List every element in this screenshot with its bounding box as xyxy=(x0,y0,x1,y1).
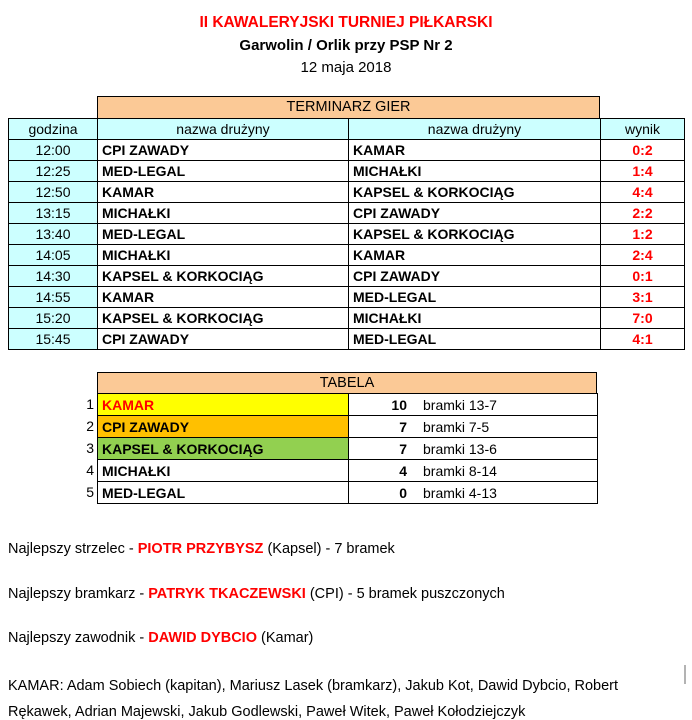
schedule-header-team2: nazwa drużyny xyxy=(349,119,601,140)
match-score: 2:4 xyxy=(601,245,685,266)
standings-rank: 5 xyxy=(86,484,94,500)
match-team2: KAPSEL & KORKOCIĄG xyxy=(349,182,601,203)
match-team1: KAPSEL & KORKOCIĄG xyxy=(98,266,349,287)
standings-result xyxy=(349,416,598,438)
match-time: 14:30 xyxy=(9,266,98,287)
match-time: 15:45 xyxy=(9,329,98,350)
standings-result xyxy=(349,482,598,504)
standings-points: 10 xyxy=(391,396,407,413)
schedule-row xyxy=(9,245,685,266)
match-time: 14:55 xyxy=(9,287,98,308)
best-scorer-line xyxy=(8,541,668,557)
award-detail: (Kapsel) - 7 bramek xyxy=(263,541,395,557)
award-label: Najlepszy bramkarz - xyxy=(8,586,149,602)
match-team1: CPI ZAWADY xyxy=(98,329,349,350)
schedule-row xyxy=(9,203,685,224)
page-title: II KAWALERYJSKI TURNIEJ PIŁKARSKI xyxy=(199,14,493,31)
standings-row xyxy=(98,394,598,416)
match-score: 3:1 xyxy=(601,287,685,308)
standings-goals: bramki 7-5 xyxy=(423,418,490,435)
match-time: 13:40 xyxy=(9,224,98,245)
match-team1: MICHAŁKI xyxy=(98,203,349,224)
award-player-name: DAWID DYBCIO xyxy=(148,630,257,646)
standings-team: MED-LEGAL xyxy=(98,482,349,504)
match-team2: KAPSEL & KORKOCIĄG xyxy=(349,224,601,245)
match-score: 2:2 xyxy=(601,203,685,224)
standings-result xyxy=(349,460,598,482)
standings-goals: bramki 13-7 xyxy=(423,396,497,413)
standings-rank: 4 xyxy=(86,462,94,478)
standings-points: 7 xyxy=(399,418,407,435)
standings-result xyxy=(349,394,598,416)
standings-rank: 1 xyxy=(86,396,94,412)
standings-team: KAPSEL & KORKOCIĄG xyxy=(98,438,349,460)
standings-team: CPI ZAWADY xyxy=(98,416,349,438)
scrollbar-thumb[interactable] xyxy=(684,665,686,684)
match-team2: MED-LEGAL xyxy=(349,329,601,350)
award-label: Najlepszy zawodnik - xyxy=(8,630,149,646)
match-team2: MICHAŁKI xyxy=(349,161,601,182)
match-score: 0:1 xyxy=(601,266,685,287)
standings-goals: bramki 4-13 xyxy=(423,484,497,501)
standings-row xyxy=(98,438,598,460)
match-score: 4:4 xyxy=(601,182,685,203)
schedule-row xyxy=(9,266,685,287)
match-team2: MICHAŁKI xyxy=(349,308,601,329)
standings-points: 0 xyxy=(399,484,407,501)
schedule-header-score: wynik xyxy=(601,119,685,140)
match-team1: MED-LEGAL xyxy=(98,161,349,182)
schedule-header-time: godzina xyxy=(9,119,98,140)
standings-team: KAMAR xyxy=(98,394,349,416)
match-team2: CPI ZAWADY xyxy=(349,266,601,287)
match-score: 7:0 xyxy=(601,308,685,329)
schedule-row xyxy=(9,182,685,203)
match-score: 4:1 xyxy=(601,329,685,350)
schedule-header-row xyxy=(9,119,685,140)
match-team2: KAMAR xyxy=(349,245,601,266)
match-time: 13:15 xyxy=(9,203,98,224)
standings-result xyxy=(349,438,598,460)
standings-points: 4 xyxy=(399,462,407,479)
match-score: 1:2 xyxy=(601,224,685,245)
award-detail: (CPI) - 5 bramek puszczonych xyxy=(305,586,505,602)
schedule-section-title: TERMINARZ GIER xyxy=(97,96,600,119)
standings-points: 7 xyxy=(399,440,407,457)
award-label: Najlepszy strzelec - xyxy=(8,541,138,557)
standings-row xyxy=(98,460,598,482)
schedule-header-team1: nazwa drużyny xyxy=(98,119,349,140)
standings-goals: bramki 8-14 xyxy=(423,462,497,479)
standings-team: MICHAŁKI xyxy=(98,460,349,482)
match-time: 12:00 xyxy=(9,140,98,161)
page-date: 12 maja 2018 xyxy=(300,59,392,76)
match-team1: CPI ZAWADY xyxy=(98,140,349,161)
best-player-line xyxy=(8,630,668,646)
match-team1: KAPSEL & KORKOCIĄG xyxy=(98,308,349,329)
schedule-row xyxy=(9,308,685,329)
winning-team-roster: KAMAR: Adam Sobiech (kapitan), Mariusz Lasek (bramkarz), Jakub Kot, Dawid Dybcio, Robert Rękawek, Adrian Majewski, Jakub Godlewski, Paweł Witek, Paweł Kołodziejczyk xyxy=(8,678,619,720)
award-player-name: PATRYK TKACZEWSKI xyxy=(148,586,306,602)
page-subtitle: Garwolin / Orlik przy PSP Nr 2 xyxy=(239,37,453,54)
standings-rank: 3 xyxy=(86,440,94,456)
match-team1: MED-LEGAL xyxy=(98,224,349,245)
standings-row xyxy=(98,482,598,504)
standings-rank: 2 xyxy=(86,418,94,434)
match-time: 12:50 xyxy=(9,182,98,203)
schedule-table xyxy=(8,118,685,350)
match-team2: KAMAR xyxy=(349,140,601,161)
match-team1: KAMAR xyxy=(98,287,349,308)
match-team2: CPI ZAWADY xyxy=(349,203,601,224)
match-team2: MED-LEGAL xyxy=(349,287,601,308)
schedule-row xyxy=(9,140,685,161)
match-score: 1:4 xyxy=(601,161,685,182)
schedule-row xyxy=(9,287,685,308)
award-player-name: PIOTR PRZYBYSZ xyxy=(137,541,264,557)
match-team1: KAMAR xyxy=(98,182,349,203)
schedule-row xyxy=(9,161,685,182)
standings-section-title: TABELA xyxy=(97,372,597,394)
schedule-row xyxy=(9,224,685,245)
schedule-row xyxy=(9,329,685,350)
best-goalkeeper-line xyxy=(8,586,668,602)
match-score: 0:2 xyxy=(601,140,685,161)
match-time: 12:25 xyxy=(9,161,98,182)
standings-table xyxy=(97,393,598,504)
standings-row xyxy=(98,416,598,438)
standings-goals: bramki 13-6 xyxy=(423,440,497,457)
match-time: 14:05 xyxy=(9,245,98,266)
award-detail: (Kamar) xyxy=(256,630,314,646)
match-time: 15:20 xyxy=(9,308,98,329)
match-team1: MICHAŁKI xyxy=(98,245,349,266)
